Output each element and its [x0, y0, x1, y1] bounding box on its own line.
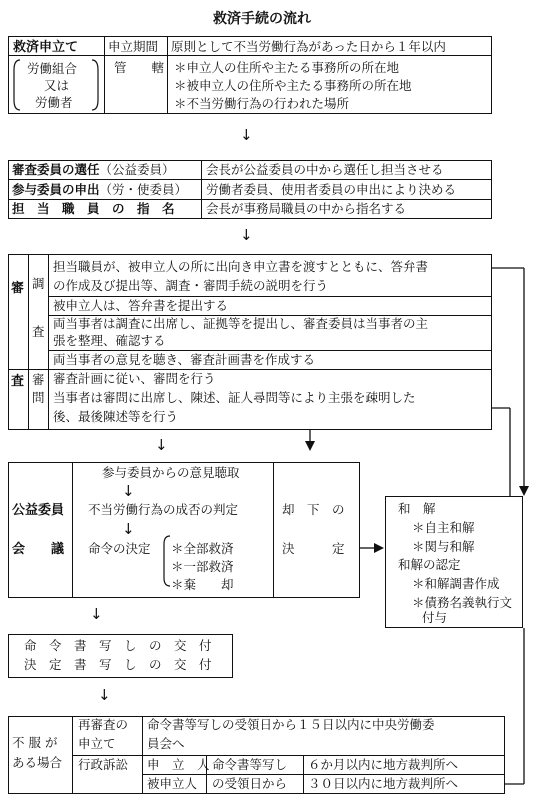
appeal-label: ある場合 — [12, 755, 63, 770]
council-label: 公益委員 — [12, 503, 65, 518]
lawsuit-deadline: ６か月以内に地方裁判所へ — [308, 757, 459, 772]
appointment-label-note: （労・使委員） — [99, 182, 188, 197]
lawsuit-label: 行政訴訟 — [78, 757, 129, 772]
outcome-item: ＊棄 却 — [171, 577, 234, 592]
settlement-cert-item: ＊債務名義執行文 — [412, 595, 513, 610]
appointment-label-note: （公益委員） — [99, 162, 175, 177]
council-label: 会 議 — [12, 542, 65, 557]
review-text: 員会へ — [147, 736, 185, 751]
chosa-step: 担当職員が、被申立人の所に出向き申立書を渡すとともに、答弁書 — [53, 259, 429, 274]
chosa-step: 張を整理、確認する — [53, 333, 166, 348]
appeal-label: 不 服 が — [12, 735, 58, 750]
appointment-label-bold: 審査委員の選任 — [12, 162, 100, 177]
down-arrow: ↓ — [98, 686, 111, 704]
settlement-cert-item: ＊和解調書作成 — [412, 576, 500, 591]
shinmon-char: 審 — [32, 372, 45, 387]
hearing-shin: 審 — [11, 281, 25, 296]
appointment-label-bold: 参与委員の申出 — [12, 182, 100, 197]
settlement-title: 和 解 — [398, 501, 436, 516]
jurisdiction-item: ＊不当労働行為の行われた場所 — [174, 96, 350, 111]
lawsuit-receipt: 命令書等写し — [212, 757, 288, 772]
chosa-char: 調 — [32, 276, 45, 291]
down-arrow: ↓ — [155, 436, 168, 454]
page-title: 救済手続の流れ — [213, 11, 311, 27]
chosa-step: 被申立人は、答弁書を提出する — [53, 298, 229, 313]
council-step: 不当労働行為の成否の判定 — [88, 502, 239, 517]
settlement-item: ＊関与和解 — [412, 539, 475, 554]
settlement-cert-item: 付与 — [422, 610, 448, 625]
appointment-text: 会長が事務局職員の中から指名する — [206, 201, 407, 216]
outcome-item: ＊全部救済 — [171, 541, 234, 556]
period-label: 申立期間 — [108, 39, 159, 54]
applicant-line-1: 労働組合 — [27, 61, 78, 76]
lawsuit-receipt: の受領日から — [212, 776, 288, 791]
chosa-step: 両当事者の意見を聴き、審査計画書を作成する — [53, 352, 316, 367]
delivery-line: 命 令 書 写 し の 交 付 — [24, 638, 212, 653]
outcome-item: ＊一部救済 — [171, 559, 234, 574]
shinmon-step: 当事者は審問に出席し、陳述、証人尋問等により主張を疎明した — [53, 390, 416, 405]
filing-header: 救済申立て — [13, 40, 79, 55]
down-arrow: ↓ — [240, 126, 253, 144]
jurisdiction-item: ＊申立人の住所や主たる事務所の所在地 — [174, 60, 400, 75]
shinmon-step: 審査計画に従い、審問を行う — [53, 371, 216, 386]
lawsuit-deadline: ３０日以内に地方裁判所へ — [308, 776, 459, 791]
shinmon-char: 問 — [32, 390, 45, 405]
chosa-char: 査 — [32, 324, 45, 339]
down-arrow: ↓ — [122, 482, 135, 500]
applicant-line-2: 又は — [44, 78, 70, 93]
chosa-step: の作成及び提出等、調査・審問手続の説明を行う — [53, 278, 329, 293]
appointment-label-bold: 担 当 職 員 の 指 名 — [12, 201, 175, 216]
lawsuit-party: 被申立人 — [147, 776, 198, 791]
shinmon-step: 後、最後陳述等を行う — [53, 409, 179, 424]
down-arrow: ↓ — [122, 520, 135, 538]
dismissal-label: 決 定 — [282, 541, 345, 556]
hearing-sa: 査 — [11, 374, 25, 389]
review-text: 命令書等写しの受領日から１５日以内に中央労働委 — [147, 717, 435, 732]
down-arrow: ↓ — [240, 226, 253, 244]
delivery-line: 決 定 書 写 し の 交 付 — [24, 657, 212, 672]
period-text: 原則として不当労働行為があった日から１年以内 — [171, 39, 446, 54]
appointment-text: 労働者委員、使用者委員の申出により決める — [206, 182, 457, 197]
appointment-text: 会長が公益委員の中から選任し担当させる — [206, 162, 444, 177]
council-step: 参与委員からの意見聴取 — [102, 465, 240, 480]
applicant-line-3: 労働者 — [35, 95, 73, 110]
lawsuit-party: 申 立 人 — [147, 757, 210, 772]
settlement-cert-title: 和解の認定 — [398, 557, 461, 572]
chosa-step: 両当事者は調査に出席し、証拠等を提出し、審査委員は当事者の主 — [53, 316, 429, 331]
jurisdiction-item: ＊被申立人の住所や主たる事務所の所在地 — [174, 78, 412, 93]
down-arrow: ↓ — [90, 605, 103, 623]
review-label: 申立て — [78, 736, 116, 751]
dismissal-label: 却 下 の — [282, 502, 345, 517]
settlement-item: ＊自主和解 — [412, 520, 475, 535]
review-label: 再審査の — [78, 717, 129, 732]
council-step: 命令の決定 — [88, 541, 151, 556]
appointment-label — [12, 164, 175, 177]
jurisdiction-label: 管 轄 — [114, 60, 165, 75]
appointment-label — [12, 184, 187, 197]
